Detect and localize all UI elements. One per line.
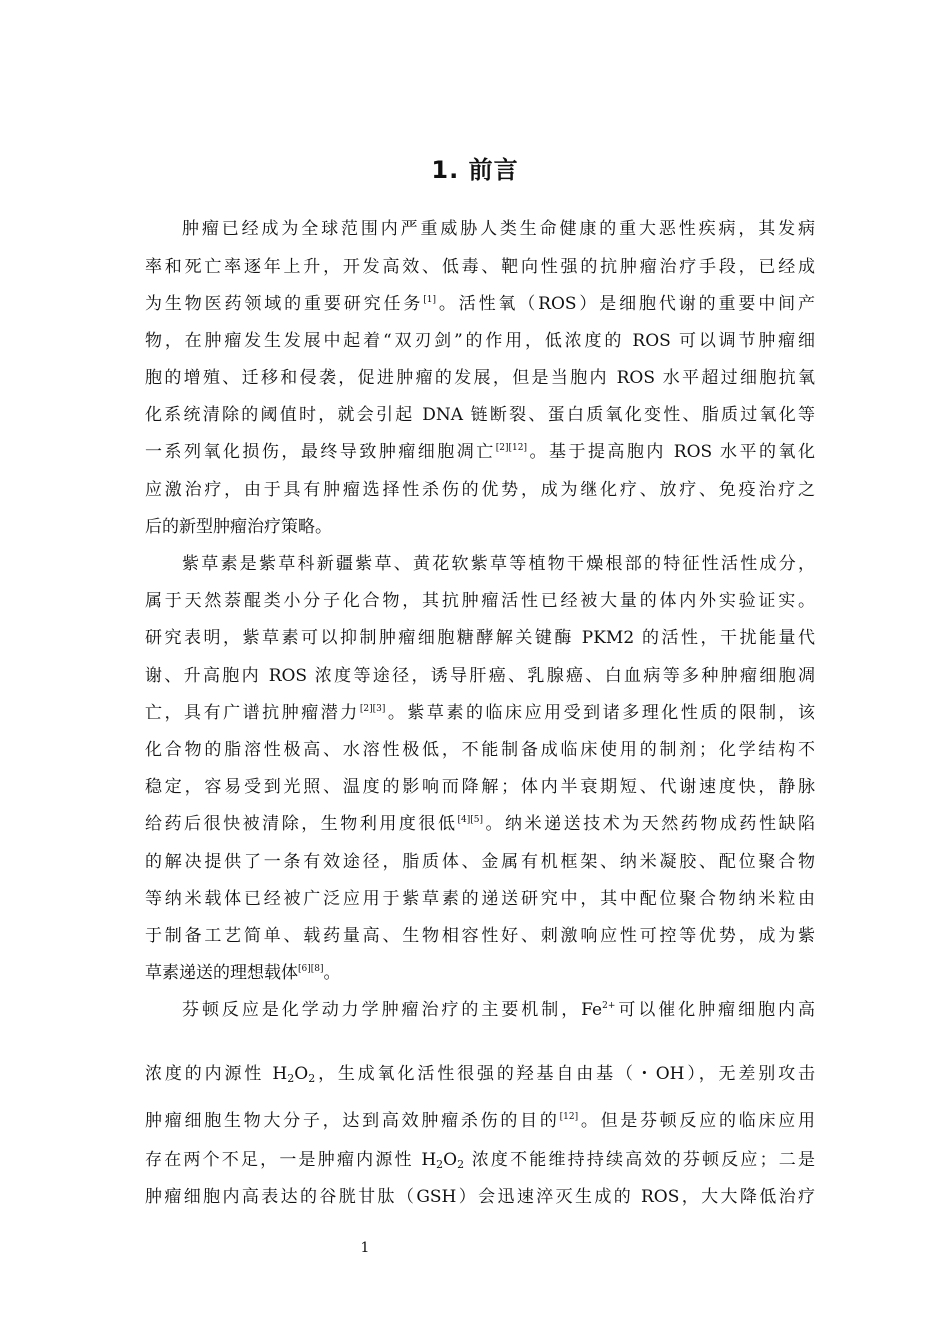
text-run: 。但是芬顿反应的临床应用 (578, 1111, 816, 1131)
subscript: 2 (308, 1072, 316, 1085)
paragraph-1-line-6: 化系统清除的阈值时，就会引起 DNA 链断裂、蛋白质氧化变性、脂质过氧化等 (145, 405, 815, 425)
superscript-charge: 2+ (602, 1001, 616, 1011)
text-run: O (294, 1064, 309, 1084)
paragraph-2-line-2: 属于天然萘醌类小分子化合物，其抗肿瘤活性已经被大量的体内外实验证实。 (145, 591, 815, 611)
text-run: ，生成氧化活性很强的羟基自由基（・OH），无差别攻击 (315, 1064, 815, 1084)
text-run: 肿瘤细胞生物大分子，达到高效肿瘤杀伤的目的 (145, 1111, 560, 1131)
paragraph-3-line-4 (145, 1146, 815, 1174)
paragraph-2-line-5 (145, 699, 815, 727)
paragraph-1-line-5: 胞的增殖、迁移和侵袭，促进肿瘤的发展，但是当胞内 ROS 水平超过细胞抗氧 (145, 368, 815, 388)
text-run: 给药后很快被清除，生物利用度很低 (145, 814, 458, 834)
paragraph-2-line-7: 稳定，容易受到光照、温度的影响而降解；体内半衰期短、代谢速度快，静脉 (145, 777, 815, 797)
subscript: 2 (436, 1158, 444, 1171)
paragraph-2-line-4: 谢、升高胞内 ROS 浓度等途径，诱导肝癌、乳腺癌、白血病等多种肿瘤细胞凋 (145, 666, 815, 686)
paragraph-2-line-6: 化合物的脂溶性极高、水溶性极低，不能制备成临床使用的制剂；化学结构不 (145, 740, 815, 760)
text-run: 。纳米递送技术为天然药物成药性缺陷 (482, 814, 815, 834)
text-run: 。基于提高胞内 ROS 水平的氧化 (527, 442, 815, 462)
paragraph-1-line-8: 应激治疗，由于具有肿瘤选择性杀伤的优势，成为继化疗、放疗、免疫治疗之 (145, 480, 815, 500)
paragraph-1-line-1: 肿瘤已经成为全球范围内严重威胁人类生命健康的重大恶性疾病，其发病 (182, 219, 815, 239)
text-run: 。紫草素的临床应用受到诸多理化性质的限制，该 (385, 703, 816, 723)
text-run: 浓度的内源性 H (145, 1064, 288, 1084)
subscript: 2 (287, 1072, 295, 1085)
paragraph-2-line-11: 于制备工艺简单、载药量高、生物相容性好、刺激响应性可控等优势，成为紫 (145, 926, 815, 946)
paragraph-3-line-3 (145, 1107, 815, 1135)
text-run: 浓度不能维持持续高效的芬顿反应；二是 (464, 1150, 815, 1170)
citation: [4][5] (457, 815, 483, 825)
text-run: 可以催化肿瘤细胞内高 (615, 1000, 815, 1020)
citation: [1] (423, 295, 436, 305)
subscript: 2 (457, 1158, 465, 1171)
paragraph-3-line-1 (182, 996, 815, 1024)
text-run: O (443, 1150, 458, 1170)
paragraph-3-line-5: 肿瘤细胞内高表达的谷胱甘肽（GSH）会迅速淬灭生成的 ROS，大大降低治疗 (145, 1187, 815, 1207)
section-heading: 1. 前言 (431, 156, 519, 184)
paragraph-3-line-2 (145, 1060, 815, 1088)
paragraph-2-line-9: 的解决提供了一条有效途径，脂质体、金属有机框架、纳米凝胶、配位聚合物 (145, 852, 815, 872)
text-run: 芬顿反应是化学动力学肿瘤治疗的主要机制，Fe (182, 1000, 603, 1020)
text-run: 亡，具有广谱抗肿瘤潜力 (145, 703, 360, 723)
text-run: 存在两个不足，一是肿瘤内源性 H (145, 1150, 437, 1170)
text-run: 。 (323, 963, 341, 983)
page-number: 1 (360, 1240, 370, 1256)
text-run: 为生物医药领域的重要研究任务 (145, 294, 424, 314)
paragraph-2-line-12 (145, 959, 815, 987)
citation: [6][8] (298, 964, 324, 974)
text-run: 一系列氧化损伤，最终导致肿瘤细胞凋亡 (145, 442, 496, 462)
paragraph-2-line-1: 紫草素是紫草科新疆紫草、黄花软紫草等植物干燥根部的特征性活性成分， (182, 554, 815, 574)
paragraph-2-line-10: 等纳米载体已经被广泛应用于紫草素的递送研究中，其中配位聚合物纳米粒由 (145, 889, 815, 909)
paragraph-1-line-4: 物，在肿瘤发生发展中起着“双刃剑”的作用，低浓度的 ROS 可以调节肿瘤细 (145, 331, 815, 351)
paragraph-2-line-8 (145, 810, 815, 838)
text-run: 草素递送的理想载体 (145, 963, 298, 983)
paragraph-1-line-7 (145, 438, 815, 466)
paragraph-1-line-3 (145, 290, 815, 318)
citation: [12] (559, 1112, 579, 1122)
citation: [2][12] (495, 443, 527, 453)
paragraph-1-line-9: 后的新型肿瘤治疗策略。 (145, 517, 332, 537)
paragraph-1-line-2: 率和死亡率逐年上升，开发高效、低毒、靶向性强的抗肿瘤治疗手段，已经成 (145, 257, 815, 277)
paragraph-2-line-3: 研究表明，紫草素可以抑制肿瘤细胞糖酵解关键酶 PKM2 的活性，干扰能量代 (145, 628, 815, 648)
citation: [2][3] (359, 704, 386, 714)
text-run: 。活性氧（ROS）是细胞代谢的重要中间产 (435, 294, 816, 314)
